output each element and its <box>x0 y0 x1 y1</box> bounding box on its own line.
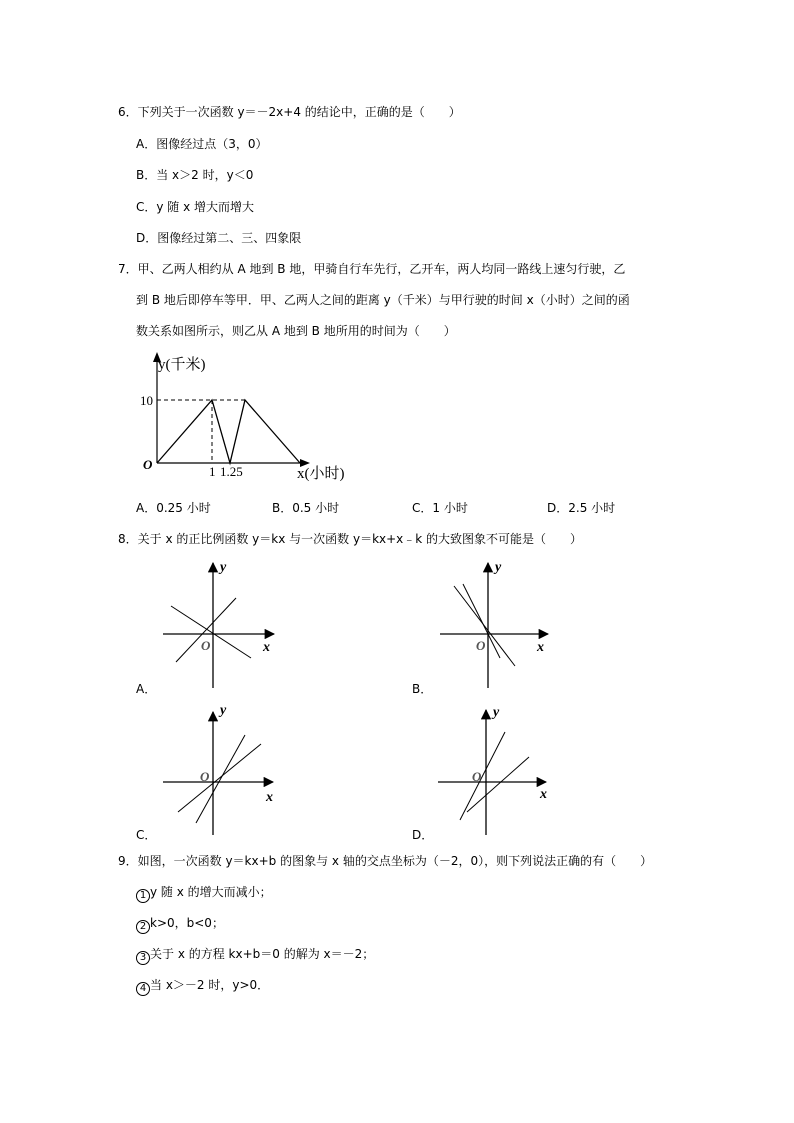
q9-item-2-mark: 2 <box>136 920 150 934</box>
q9-item-1-text: y 随 x 的增大而减小； <box>150 885 272 899</box>
q7-graph-xlabel: x(小时) <box>297 466 345 482</box>
q8-choice-b: B． <box>412 682 433 696</box>
q8-choice-d: D． <box>412 828 434 842</box>
q8-graph-b <box>440 560 548 688</box>
q7-stem-line-2: 到 B 地后即停车等甲．甲、乙两人之间的距离 y（千米）与甲行驶的时间 x（小时）之间的函 <box>136 293 630 307</box>
q9-item-1 <box>136 884 272 903</box>
q9-item-3-text: 关于 x 的方程 kx+b＝0 的解为 x＝－2； <box>150 947 375 961</box>
q7-graph-xtick-1: 1 <box>209 464 216 479</box>
q6-stem: 6．下列关于一次函数 y＝－2x+4 的结论中，正确的是（ ） <box>118 105 461 119</box>
q9-item-4-text: 当 x＞－2 时，y>0． <box>150 978 270 992</box>
q7-graph-ytick: 10 <box>140 393 153 408</box>
q7-option-c: C．1 小时 <box>412 501 468 515</box>
q8-d-origin: O <box>472 769 482 784</box>
q8-graph-c <box>163 703 273 835</box>
q8-c-xlabel: x <box>266 790 273 805</box>
q6-option-c: C．y 随 x 增大而增大 <box>136 200 255 214</box>
q6-option-b: B．当 x＞2 时，y＜0 <box>136 168 254 182</box>
q8-a-origin: O <box>201 638 211 653</box>
q8-c-ylabel: y <box>220 703 227 718</box>
q8-d-xlabel: x <box>540 787 547 802</box>
q8-choice-c: C． <box>136 828 157 842</box>
q7-stem-line-1: 7．甲、乙两人相约从 A 地到 B 地，甲骑自行车先行，乙开车，两人均同一路线上速匀行驶，乙 <box>118 262 626 276</box>
q9-item-3 <box>136 946 374 965</box>
q9-item-4 <box>136 977 269 996</box>
q9-item-1-mark: 1 <box>136 889 150 903</box>
q8-stem: 8．关于 x 的正比例函数 y＝kx 与一次函数 y＝kx+x﹣k 的大致图象不可能是（ ） <box>118 532 583 546</box>
q9-item-2 <box>136 915 224 934</box>
q8-graph-d <box>438 705 547 835</box>
q7-option-d: D．2.5 小时 <box>547 501 616 515</box>
q6-option-a: A．图像经过点（3，0） <box>136 137 268 151</box>
q9-item-4-mark: 4 <box>136 982 150 996</box>
q9-item-3-mark: 3 <box>136 951 150 965</box>
q7-graph-xtick-2: 1.25 <box>220 464 243 479</box>
q8-choice-a: A． <box>136 682 157 696</box>
q8-a-xlabel: x <box>263 640 270 655</box>
q9-item-2-text: k>0，b<0； <box>150 916 224 930</box>
q8-c-origin: O <box>200 769 210 784</box>
q8-b-xlabel: x <box>537 640 544 655</box>
q8-b-origin: O <box>476 638 486 653</box>
q6-option-d: D．图像经过第二、三、四象限 <box>136 231 302 245</box>
q9-stem: 9．如图，一次函数 y＝kx+b 的图象与 x 轴的交点坐标为（－2，0），则下列说法正确的有（ ） <box>118 854 653 868</box>
q7-option-b: B．0.5 小时 <box>272 501 340 515</box>
q8-d-ylabel: y <box>493 705 500 720</box>
q7-stem-line-3: 数关系如图所示，则乙从 A 地到 B 地所用的时间为（ ） <box>136 324 456 338</box>
q7-graph-ylabel: y(千米) <box>158 357 206 373</box>
q7-option-a: A．0.25 小时 <box>136 501 211 515</box>
q8-graph-a <box>163 560 274 688</box>
q8-a-ylabel: y <box>220 560 227 575</box>
q8-b-ylabel: y <box>495 560 502 575</box>
q7-graph-origin: O <box>143 457 153 472</box>
